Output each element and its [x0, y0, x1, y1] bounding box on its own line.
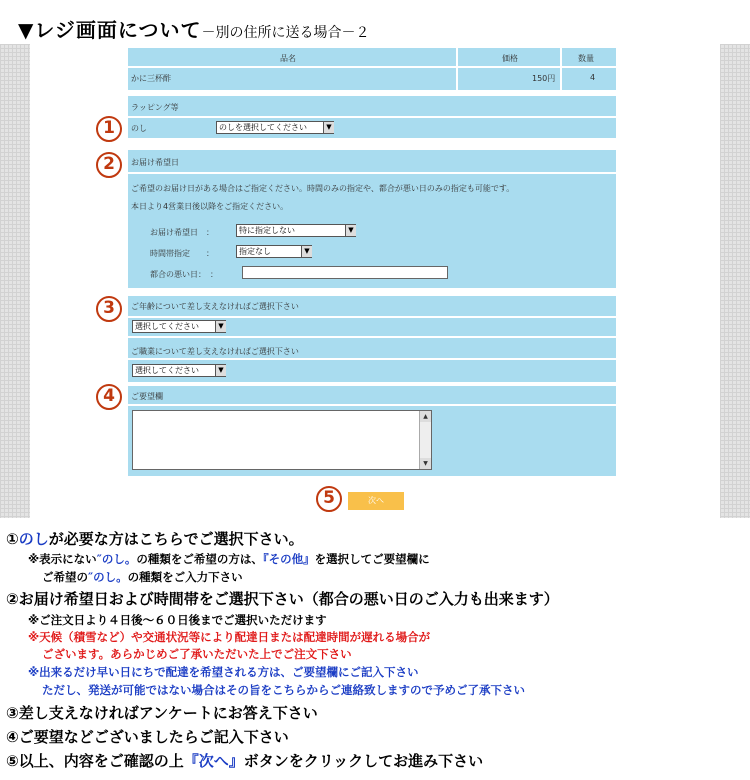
note-text: ※表示にない	[28, 552, 97, 566]
next-button[interactable]: 次へ	[348, 492, 404, 510]
request-label: ご要望欄	[131, 392, 163, 401]
delivery-section	[128, 150, 616, 288]
instruction-1-note-2	[42, 569, 243, 585]
dropdown-arrow-icon: ▼	[345, 225, 356, 236]
note-noshi: ″のし。	[88, 570, 128, 584]
delivery-date-select[interactable]	[236, 224, 356, 237]
cell-product: かに三杯酢	[131, 74, 171, 83]
wrapping-label: ラッピング等	[131, 103, 179, 112]
bad-day-input[interactable]	[242, 266, 448, 279]
age-select-value: 選択してください	[135, 322, 199, 331]
step-number-3: 3	[96, 296, 122, 322]
instruction-1	[6, 528, 304, 549]
job-select[interactable]	[132, 364, 226, 377]
instruction-2-note-5: ただし、発送が可能ではない場合はその旨をこちらからご連絡致しますので予めご了承下さい	[42, 683, 525, 697]
job-label: ご職業について差し支えなければご選択下さい	[131, 347, 299, 356]
title-subtitle: －別の住所に送る場合－２	[201, 25, 370, 41]
noshi-label: のし	[131, 124, 147, 133]
delivery-time-select[interactable]	[236, 245, 312, 258]
step-number-2: 2	[96, 152, 122, 178]
dropdown-arrow-icon: ▼	[215, 365, 226, 376]
instruction-1-noshi: のし	[18, 530, 49, 548]
header-price: 価格	[502, 54, 518, 63]
note-text: の種類をご希望の方は、	[136, 552, 263, 566]
instruction-1-prefix: ①	[6, 530, 19, 548]
request-section	[128, 386, 616, 476]
instruction-4: ④ご要望などございましたらご記入下さい	[6, 728, 289, 746]
noshi-select[interactable]	[216, 121, 334, 134]
scroll-down-icon[interactable]: ▼	[420, 458, 431, 469]
header-qty: 数量	[578, 54, 594, 63]
right-pattern-strip	[720, 44, 750, 518]
delivery-label: お届け希望日	[131, 158, 179, 167]
note-text: ご希望の	[42, 570, 88, 584]
title-main: ▼レジ画面について	[18, 18, 202, 42]
note-text: の種類をご入力下さい	[127, 570, 243, 584]
job-select-value: 選択してください	[135, 366, 199, 375]
note-other: 『その他』	[262, 552, 315, 566]
instruction-5-text: ボタンをクリックしてお進み下さい	[243, 752, 484, 770]
instruction-2-note-2: ※天候（積雪など）や交通状況等により配達日または配達時間が遅れる場合が	[28, 630, 431, 644]
survey-section	[128, 296, 616, 382]
left-pattern-strip	[0, 44, 30, 518]
instruction-5	[6, 750, 483, 771]
dropdown-arrow-icon: ▼	[301, 246, 312, 257]
date-label: お届け希望日 ：	[150, 228, 214, 237]
date-select-value: 特に指定しない	[239, 226, 295, 235]
request-textarea[interactable]	[132, 410, 432, 470]
instruction-2-note-4: ※出来るだけ早い日にちで配達を希望される方は、ご要望欄にご記入下さい	[28, 665, 419, 679]
delivery-desc-1: ご希望のお届け日がある場合はご指定ください。時間のみの指定や、都合が悪い日のみの指定も可能です。	[131, 184, 515, 193]
time-label: 時間帯指定 ：	[150, 249, 214, 258]
instruction-5-text: ⑤以上、内容をご確認の上	[6, 752, 184, 770]
note-noshi: ″のし。	[96, 552, 137, 566]
cell-price: 150円	[532, 74, 556, 83]
scroll-up-icon[interactable]: ▲	[420, 411, 431, 422]
instruction-3: ③差し支えなければアンケートにお答え下さい	[6, 704, 318, 722]
instruction-2-note-3: ございます。あらかじめご了承いただいた上でご注文下さい	[42, 647, 352, 661]
instruction-5-next: 『次へ』	[183, 752, 244, 770]
instruction-2-note-1: ※ご注文日より４日後～６０日後までご選択いただけます	[28, 613, 327, 627]
dropdown-arrow-icon: ▼	[323, 122, 334, 133]
bad-day-label: 都合の悪い日： ：	[150, 270, 218, 279]
step-number-1: 1	[96, 116, 122, 142]
instruction-1-note	[28, 551, 430, 567]
page-title	[18, 14, 369, 43]
wrapping-section	[128, 96, 616, 138]
dropdown-arrow-icon: ▼	[215, 321, 226, 332]
step-number-5: 5	[316, 486, 342, 512]
product-table	[128, 48, 616, 90]
instruction-2: ②お届け希望日および時間帯をご選択下さい（都合の悪い日のご入力も出来ます）	[6, 590, 559, 608]
header-product: 品名	[280, 54, 296, 63]
note-text: を選択してご要望欄に	[314, 552, 430, 566]
delivery-desc-2: 本日より4営業日後以降をご指定ください。	[131, 202, 289, 211]
cell-qty: 4	[590, 73, 596, 82]
age-label: ご年齢について差し支えなければご選択下さい	[131, 302, 299, 311]
textarea-scrollbar[interactable]	[419, 411, 431, 469]
time-select-value: 指定なし	[239, 247, 271, 256]
step-number-4: 4	[96, 384, 122, 410]
instruction-1-text: が必要な方はこちらでご選択下さい。	[48, 530, 304, 548]
age-select[interactable]	[132, 320, 226, 333]
noshi-select-value: のしを選択してください	[219, 123, 307, 132]
